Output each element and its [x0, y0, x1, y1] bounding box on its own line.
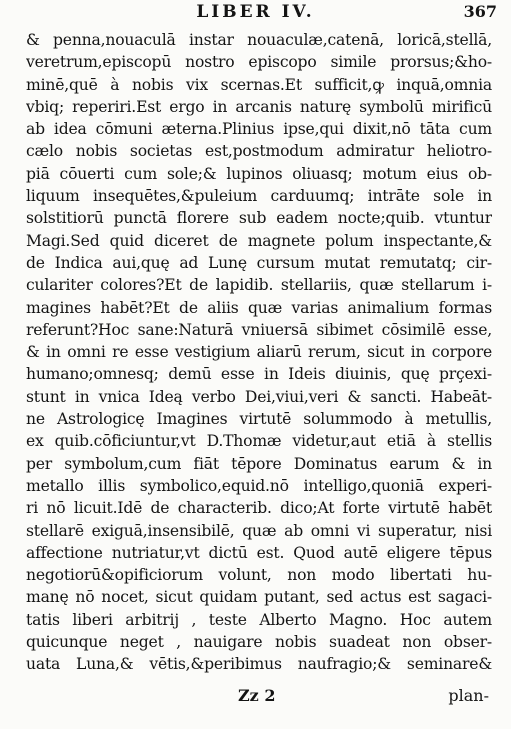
text-line: manę nō nocet, sicut quidam putant, sed actus est sagaci-: [26, 588, 492, 607]
text-line: & penna,nouaculā instar nouaculæ,catenā, loricā,stellā,: [26, 31, 492, 49]
text-line: liquum insequētes,&puleium carduumq; intrāte sole in: [26, 187, 492, 206]
text-line: quicunque neget , nauigare nobis suadeat non obser-: [26, 633, 492, 652]
running-title: LIBER IV.: [196, 2, 315, 22]
text-line: veretrum,episcopū nostro episcopo simile prorsus;&ho-: [26, 53, 492, 72]
page-footer: [0, 686, 511, 710]
text-line: ex quib.cōficiuntur,vt D.Thomæ videtur,aut etiā à stellis: [26, 432, 492, 451]
text-line: Magi.Sed quid diceret de magnete polum inspectante,&: [26, 231, 492, 250]
text-line: ne Astrologicę Imagines virtutē solummodo à metullis,: [26, 410, 492, 429]
text-line: vbiq; reperiri.Est ergo in arcanis naturę symbolū mirificū: [26, 97, 492, 116]
text-line: culariter colores?Et de lapidib. stellariis, quæ stellarum i-: [26, 276, 492, 295]
text-line: affectione nutriatur,vt dictū est. Quod autē eligere tēpus: [26, 543, 492, 562]
text-line: ri nō licuit.Idē de characterib. dico;At forte virtutē habēt: [26, 499, 492, 518]
text-line: uata Luna,& vētis,&peribimus naufragio;& seminare&: [26, 655, 492, 674]
text-line: stellarē exiguā,insensibilē, quæ ab omni vi superatur, nisi: [26, 521, 492, 540]
text-line: tatis liberi arbitrij , teste Alberto Magno. Hoc autem: [26, 610, 492, 629]
page-header: [0, 2, 511, 26]
text-line: de Indica aui,quę ad Lunę cursum mutat remutatq; cir-: [26, 253, 492, 272]
page-number: 367: [463, 2, 497, 21]
text-line: cælo nobis societas est,postmodum admiratur heliotro-: [26, 142, 492, 161]
text-line: per symbolum,cum fiāt tēpore Dominatus earum & in: [26, 454, 492, 473]
text-line: solstitiorū punctā florere sub eadem nocte;quib. vtuntur: [26, 209, 492, 228]
text-line: stunt in vnica Ideą verbo Dei,viui,veri & sancti. Habeāt-: [26, 387, 492, 406]
text-line: magines habēt?Et de aliis quæ varias animalium formas: [26, 298, 492, 317]
catchword: plan-: [448, 686, 489, 705]
text-line: humano;omnesq; demū esse in Ideis diuinis, quę prçexi-: [26, 365, 492, 384]
text-line: metallo illis symbolico,equid.nō intelligo,quoniā experi-: [26, 476, 492, 495]
text-line: referunt?Hoc sane:Naturā vniuersā sibimet cōsimilē esse,: [26, 320, 492, 339]
text-line: ab idea cōmuni æterna.Plinius ipse,qui dixit,nō tāta cum: [26, 120, 492, 139]
text-line: negotiorū&opificiorum volunt, non modo libertati hu-: [26, 566, 492, 585]
text-line: minē,quē à nobis vix scernas.Et sufficit,ꝙ inquā,omnia: [26, 75, 492, 94]
text-line: & in omni re esse vestigium aliarū rerum, sicut in corpore: [26, 343, 492, 362]
text-line: piā cōuerti cum sole;& lupinos oliuasq; motum eius ob-: [26, 164, 492, 183]
text-block: [26, 29, 492, 676]
signature-mark: Zz 2: [238, 686, 276, 705]
